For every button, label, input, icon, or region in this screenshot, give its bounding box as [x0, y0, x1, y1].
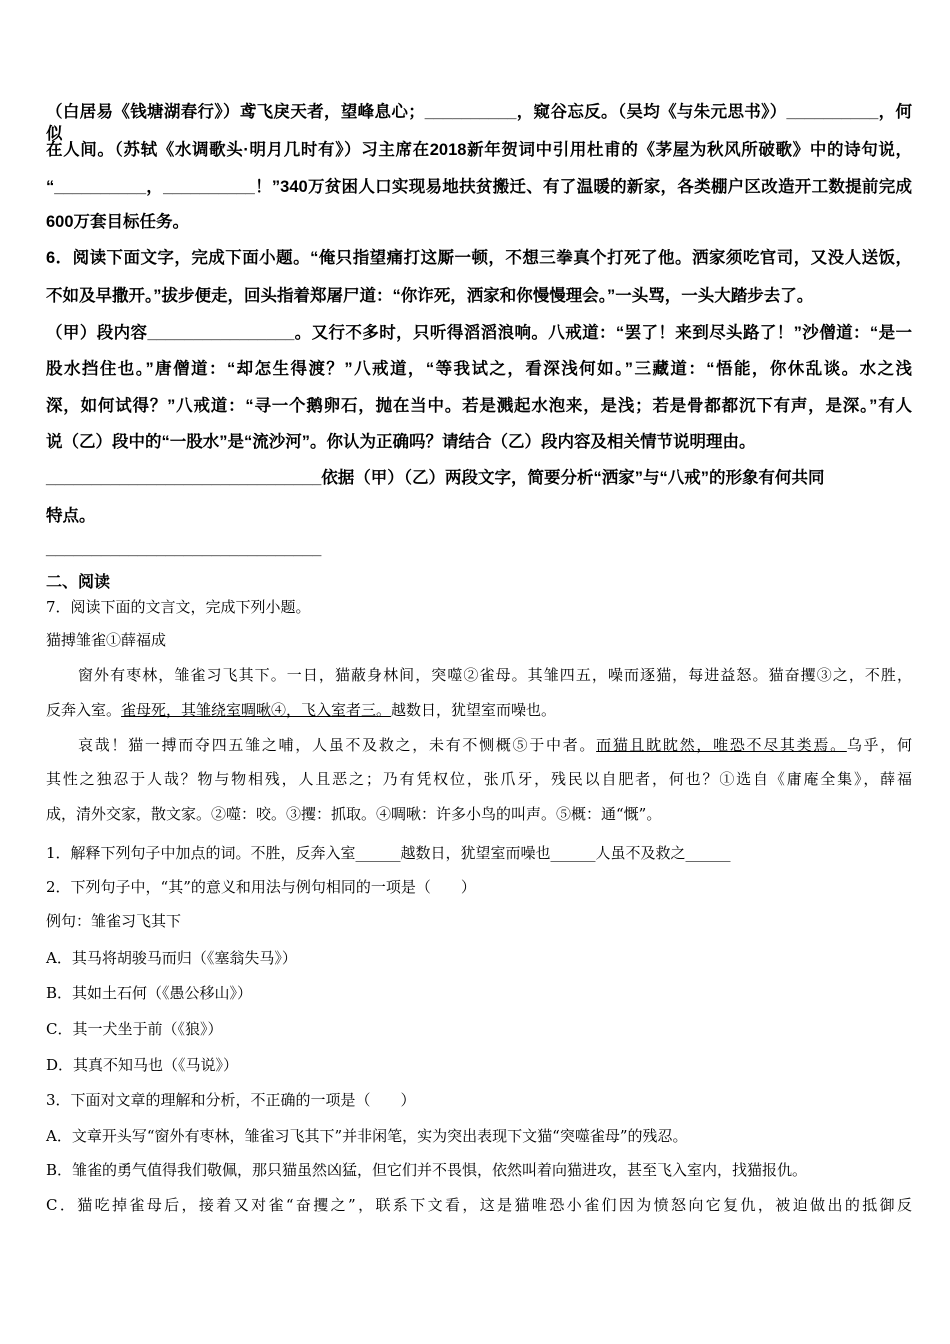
text-line: [46, 1089, 912, 1111]
text-line: [46, 596, 912, 618]
text-segment: A．其马将胡骏马而归（《塞翁失马》）: [46, 949, 297, 967]
text-line: [46, 358, 912, 380]
text-segment: 2．下列句子中，“其”的意义和用法与例句相同的一项是（ ）: [46, 878, 476, 896]
text-segment: 不如及早撒开。”拔步便走，回头指着郑屠尸道：“你诈死，洒家和你慢慢理会。”一头骂，一头大踏步去了。: [46, 287, 814, 305]
text-segment: ______________________________: [46, 540, 322, 558]
text-line: [46, 285, 912, 307]
text-line: [46, 505, 912, 527]
text-line: [46, 699, 912, 721]
text-line: [46, 101, 912, 143]
text-segment: 在人间。（苏轼《水调歌头·明月几时有》）习主席在2018新年贺词中引用杜甫的《茅屋为秋风所破歌》中的诗句说，: [46, 141, 912, 159]
text-line: [46, 1194, 912, 1216]
text-segment: B．雏雀的勇气值得我们敬佩，那只猫虽然凶猛，但它们并不畏惧，依然叫着向猫进攻，甚至飞入室内，找猫报仇。: [46, 1161, 808, 1179]
text-line: [46, 322, 912, 344]
text-segment: D．其真不知马也（《马说》）: [46, 1056, 239, 1074]
text-line: [46, 395, 912, 417]
text-line: [46, 176, 912, 198]
text-line: [46, 664, 912, 686]
text-segment: “__________，__________！”340万贫困人口实现易地扶贫搬迁、有了温暖的新家，各类棚户区改造开工数提前完成: [46, 178, 912, 196]
text-line: [46, 1054, 912, 1076]
text-line: [46, 803, 912, 825]
underlined-passage: 雀母死，其雏绕室啁啾④，飞入室者三。: [121, 701, 392, 719]
text-segment: 猫搏雏雀①薛福成: [46, 631, 167, 649]
text-line: [46, 1018, 912, 1040]
text-segment: 例句：雏雀习飞其下: [46, 912, 182, 930]
text-segment: 特点。: [46, 507, 96, 525]
text-line: [46, 139, 912, 161]
text-segment: C．其一犬坐于前（《狼》）: [46, 1020, 223, 1038]
text-line: [46, 247, 912, 269]
text-segment: 3．下面对文章的理解和分析，不正确的一项是（ ）: [46, 1091, 416, 1109]
text-line: [46, 910, 912, 932]
text-segment: 越数日，犹望室而噪也。: [391, 701, 557, 719]
text-segment: 其性之独忍于人哉？物与物相残，人且恶之；乃有凭权位，张爪牙，残民以自肥者，何也？①选自《庸庵全集》，薛福: [46, 770, 912, 788]
text-line: [46, 734, 912, 756]
text-line: [46, 947, 912, 969]
text-segment: ______________________________依据（甲）（乙）两段文字，简要分析“洒家”与“八戒”的形象有何共同: [46, 469, 825, 487]
text-segment: 600万套目标任务。: [46, 213, 190, 231]
text-line: [46, 538, 912, 560]
text-segment: 说（乙）段中的“一股水”是“流沙河”。你认为正确吗？请结合（乙）段内容及相关情节说明理由。: [46, 433, 756, 451]
underlined-passage: 而猫且眈眈然，唯恐不尽其类焉。: [596, 736, 847, 754]
text-line: [46, 1125, 912, 1147]
text-segment: 乌乎，何: [846, 736, 912, 754]
text-segment: 窗外有枣林，雏雀习飞其下。一日，猫蔽身林间，突噬②雀母。其雏四五，噪而逐猫，每进益怒。猫奋攫③之，不胜，: [78, 666, 912, 684]
text-segment: 7．阅读下面的文言文，完成下列小题。: [46, 598, 311, 616]
text-segment: （甲）段内容________________。又行不多时，只听得滔滔浪响。八戒道：“罢了！来到尽头路了！”沙僧道：“是一: [46, 324, 912, 342]
text-segment: 6．阅读下面文字，完成下面小题。“俺只指望痛打这厮一顿，不想三拳真个打死了他。洒家须吃官司，又没人送饭，: [46, 249, 912, 267]
text-segment: 深，如何试得？”八戒道：“寻一个鹅卵石，抛在当中。若是溅起水泡来，是浅；若是骨都都沉下有声，是深。”有人: [46, 397, 912, 415]
text-line: [46, 1159, 912, 1181]
text-line: [46, 842, 912, 864]
text-line: [46, 211, 912, 233]
text-segment: A．文章开头写“窗外有枣林，雏雀习飞其下”并非闲笔，实为突出表现下文猫“突噬雀母”的残忍。: [46, 1127, 688, 1145]
text-segment: B．其如土石何（《愚公移山》）: [46, 984, 253, 1002]
text-segment: 哀哉！猫一搏而夺四五雏之哺，人虽不及救之，未有不恻概⑤于中者。: [78, 736, 597, 754]
text-segment: C．猫吃掉雀母后，接着又对雀“奋攫之”，联系下文看，这是猫唯恐小雀们因为愤怒向它复仇，被迫做出的抵御反: [46, 1196, 912, 1214]
text-line: [46, 629, 912, 651]
text-segment: 股水挡住也。”唐僧道：“却怎生得渡？”八戒道，“等我试之，看深浅何如。”三藏道：“悟能，你休乱谈。水之浅: [46, 360, 912, 378]
text-line: [46, 982, 912, 1004]
text-segment: 二、阅读: [46, 574, 111, 591]
text-line: [46, 768, 912, 790]
text-line: [46, 876, 912, 898]
text-segment: 1．解释下列句子中加点的词。不胜，反奔入室______越数日，犹望室而噪也______人虽不及救之______: [46, 844, 731, 862]
text-line: [46, 467, 912, 489]
text-line: [46, 572, 912, 594]
text-line: [46, 431, 912, 453]
text-segment: （白居易《钱塘湖春行》）鸢飞戾天者，望峰息心；__________，窥谷忘反。（吴均《与朱元思书》）__________，何似: [46, 103, 912, 143]
text-segment: 成，清外交家，散文家。②噬：咬。③攫：抓取。④啁啾：许多小鸟的叫声。⑤概：通“慨”。: [46, 805, 662, 823]
text-segment: 反奔入室。: [46, 701, 122, 719]
